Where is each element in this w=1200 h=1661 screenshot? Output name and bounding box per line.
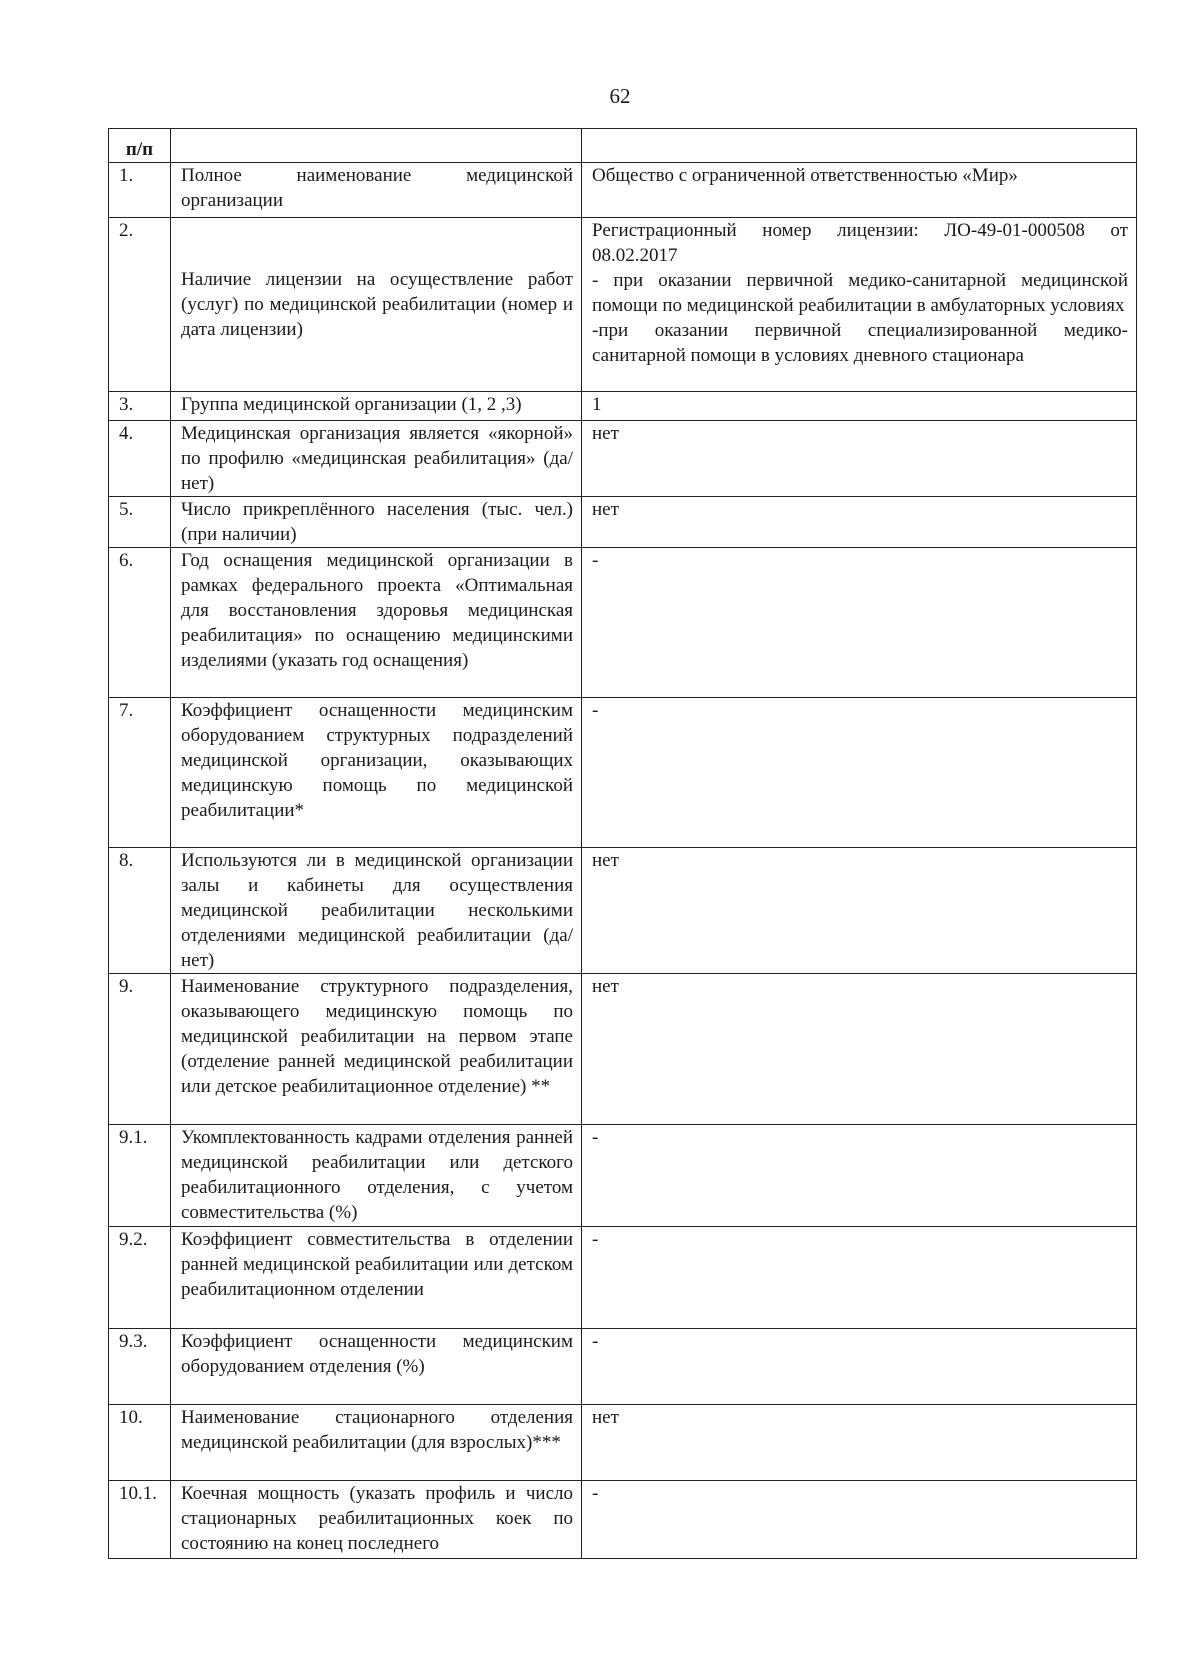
table-row <box>109 421 1137 497</box>
table-row <box>109 848 1137 974</box>
row-description: Укомплектованность кадрами отделения ранней медицинской реабилитации или детского реабилитационного отделения, с учетом совместительства (%) <box>171 1125 582 1227</box>
row-value: - <box>582 548 1137 698</box>
row-value: Общество с ограниченной ответственностью «Мир» <box>582 163 1137 218</box>
header-col3 <box>582 129 1137 163</box>
table-row <box>109 1481 1137 1559</box>
row-number: 9.2. <box>109 1227 171 1329</box>
row-number: 9.1. <box>109 1125 171 1227</box>
table-row <box>109 1405 1137 1481</box>
row-description: Год оснащения медицинской организации в рамках федерального проекта «Оптимальная для восстановления здоровья медицинская реабилитация» по оснащению медицинскими изделиями (указать год оснащения) <box>171 548 582 698</box>
table-row <box>109 392 1137 421</box>
table-row <box>109 1329 1137 1405</box>
row-value: нет <box>582 497 1137 548</box>
row-description: Группа медицинской организации (1, 2 ,3) <box>171 392 582 421</box>
row-description: Наличие лицензии на осуществление работ (услуг) по медицинской реабилитации (номер и дата лицензии) <box>171 218 582 392</box>
row-description: Коэффициент оснащенности медицинским оборудованием отделения (%) <box>171 1329 582 1405</box>
row-value: 1 <box>582 392 1137 421</box>
row-description: Коэффициент совместительства в отделении ранней медицинской реабилитации или детском реабилитационном отделении <box>171 1227 582 1329</box>
license-scope-text: - при оказании первичной медико-санитарной медицинской помощи по медицинской реабилитации в амбулаторных условиях <box>592 270 1128 316</box>
row-number: 2. <box>109 218 171 392</box>
row-number: 9. <box>109 974 171 1125</box>
row-number: 6. <box>109 548 171 698</box>
license-number-text: Регистрационный номер лицензии: ЛО-49-01-000508 от 08.02.2017 <box>592 220 1128 266</box>
header-col2 <box>171 129 582 163</box>
row-number: 8. <box>109 848 171 974</box>
table-row <box>109 218 1137 392</box>
row-value: нет <box>582 848 1137 974</box>
row-value: - <box>582 698 1137 848</box>
row-number: 4. <box>109 421 171 497</box>
row-value: нет <box>582 974 1137 1125</box>
table-row <box>109 548 1137 698</box>
row-description: Медицинская организация является «якорной» по профилю «медицинская реабилитация» (да/нет) <box>171 421 582 497</box>
organization-info-table <box>108 128 1137 1559</box>
table-row <box>109 497 1137 548</box>
header-num: п/п <box>109 129 171 163</box>
row-value <box>582 218 1137 392</box>
table-row <box>109 1227 1137 1329</box>
row-description: Используются ли в медицинской организации залы и кабинеты для осуществления медицинской реабилитации несколькими отделениями медицинской реабилитации (да/нет) <box>171 848 582 974</box>
row-value: нет <box>582 421 1137 497</box>
row-number: 9.3. <box>109 1329 171 1405</box>
table-header-row <box>109 129 1137 163</box>
table-row <box>109 163 1137 218</box>
row-number: 3. <box>109 392 171 421</box>
row-number: 5. <box>109 497 171 548</box>
row-value: - <box>582 1125 1137 1227</box>
row-number: 7. <box>109 698 171 848</box>
row-value: - <box>582 1227 1137 1329</box>
row-value: - <box>582 1329 1137 1405</box>
row-description: Наименование стационарного отделения медицинской реабилитации (для взрослых)*** <box>171 1405 582 1481</box>
row-number: 10.1. <box>109 1481 171 1559</box>
table-row <box>109 1125 1137 1227</box>
row-description: Число прикреплённого населения (тыс. чел.) (при наличии) <box>171 497 582 548</box>
row-value: - <box>582 1481 1137 1559</box>
table-row <box>109 698 1137 848</box>
row-description: Наименование структурного подразделения, оказывающего медицинскую помощь по медицинской реабилитации на первом этапе (отделение ранней медицинской реабилитации или детское реабилитационное отделение) ** <box>171 974 582 1125</box>
table-row <box>109 974 1137 1125</box>
row-number: 1. <box>109 163 171 218</box>
page-number: 62 <box>609 84 631 108</box>
license-scope-text: -при оказании первичной специализированной медико-санитарной помощи в условиях дневного стационара <box>592 320 1128 366</box>
row-description: Полное наименование медицинской организации <box>171 163 582 218</box>
row-description: Коечная мощность (указать профиль и число стационарных реабилитационных коек по состоянию на конец последнего <box>171 1481 582 1559</box>
row-number: 10. <box>109 1405 171 1481</box>
row-value: нет <box>582 1405 1137 1481</box>
row-description: Коэффициент оснащенности медицинским оборудованием структурных подразделений медицинской организации, оказывающих медицинскую помощь по медицинской реабилитации* <box>171 698 582 848</box>
